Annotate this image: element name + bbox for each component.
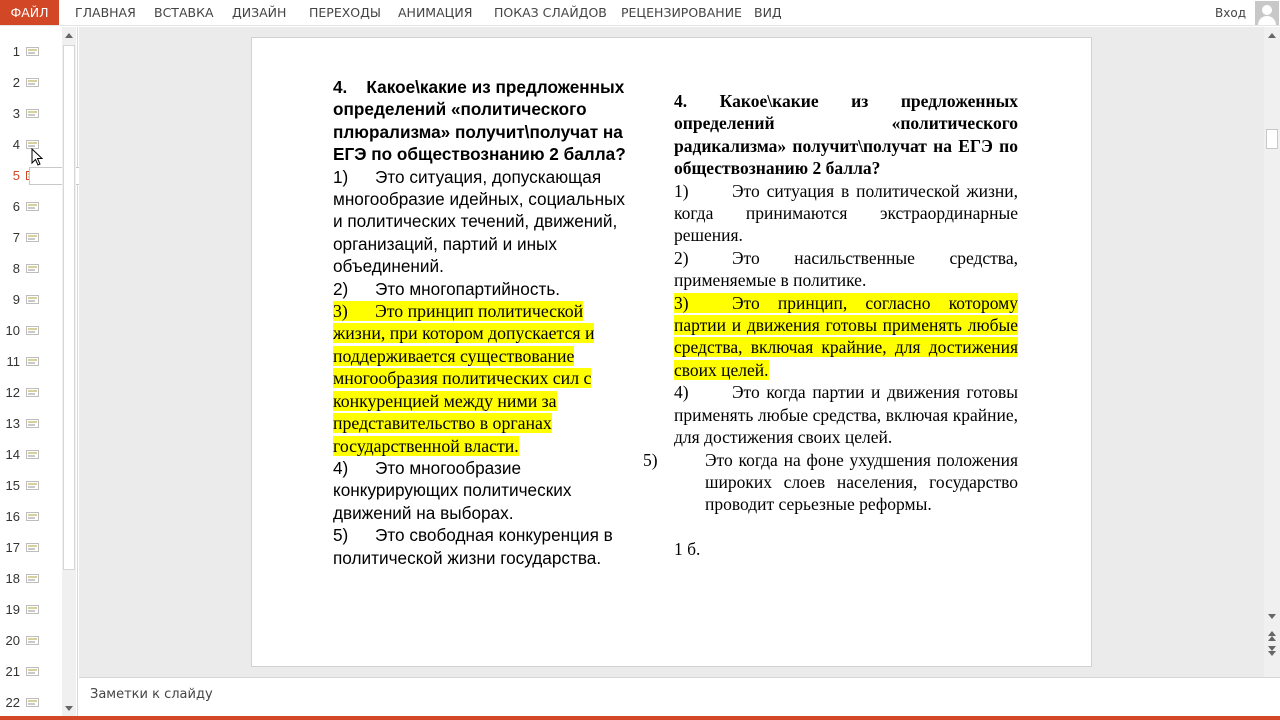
sign-in-link[interactable]: Вход <box>1215 6 1246 20</box>
next-slide-icon[interactable] <box>1268 651 1276 656</box>
right-question: 4. Какое\какие из предложенных определений «политического радикализма» получит\получат на ЕГЭ по обществознанию 2 балла? <box>674 91 1018 179</box>
scroll-down-arrow-icon[interactable] <box>1268 614 1276 619</box>
left-option-3: 3) Это принцип политической жизни, при котором допускается и поддерживается существование многообразия политических сил с конкуренцией между ними за представительство в органах государственной власти. <box>333 301 595 456</box>
slide-thumbnails-pane <box>0 27 78 716</box>
slide-thumbnail-icon[interactable] <box>26 202 39 211</box>
notes-placeholder[interactable]: Заметки к слайду <box>90 687 213 702</box>
slide-thumbnail-icon[interactable] <box>26 667 39 676</box>
thumbnail-10[interactable] <box>0 315 60 346</box>
notes-pane[interactable] <box>79 677 1280 716</box>
thumbnail-22[interactable] <box>0 687 60 718</box>
slide-number: 14 <box>5 447 20 462</box>
thumbnail-20[interactable] <box>0 625 60 656</box>
editor-scrollbar[interactable] <box>1264 27 1280 677</box>
slide-thumbnail-icon[interactable] <box>26 698 39 707</box>
left-option-1: 1) Это ситуация, допускающая многообразие идейных, социальных и политических течений, движений, организаций, партий и иных объединений. <box>333 166 626 277</box>
slide-number: 9 <box>12 292 20 307</box>
slide-thumbnail-icon[interactable] <box>26 357 39 366</box>
slide-number: 18 <box>5 571 20 586</box>
slide-number: 20 <box>5 633 20 648</box>
thumbnail-4[interactable] <box>0 129 60 160</box>
slide-number: 5 <box>12 168 20 183</box>
slide-thumbnail-icon[interactable] <box>26 326 39 335</box>
scroll-down-arrow-icon[interactable] <box>65 706 73 711</box>
slide-number: 4 <box>12 137 20 152</box>
slide-number: 11 <box>6 354 20 369</box>
slide-thumbnail-icon[interactable] <box>26 574 39 583</box>
slide-number: 1 <box>12 44 20 59</box>
slide-thumbnail-icon[interactable] <box>26 605 39 614</box>
slide-number: 15 <box>5 478 20 493</box>
thumbnail-14[interactable] <box>0 439 60 470</box>
left-option-5: 5) Это свободная конкуренция в политической жизни государства. <box>333 525 613 568</box>
slide-thumbnail-icon[interactable] <box>26 419 39 428</box>
thumbnail-21[interactable] <box>0 656 60 687</box>
slide-thumbnail-icon[interactable] <box>26 543 39 552</box>
slide-number: 12 <box>5 385 20 400</box>
thumbnail-1[interactable] <box>0 36 60 67</box>
slide-number: 19 <box>5 602 20 617</box>
thumbnail-7[interactable] <box>0 222 60 253</box>
thumbnail-19[interactable] <box>0 594 60 625</box>
left-option-4: 4) Это многообразие конкурирующих политических движений на выборах. <box>333 457 572 523</box>
slide-number: 16 <box>5 509 20 524</box>
user-avatar-icon[interactable] <box>1255 1 1279 25</box>
thumbnail-3[interactable] <box>0 98 60 129</box>
slide-thumbnail-icon[interactable] <box>26 636 39 645</box>
tab-animations[interactable]: АНИМАЦИЯ <box>398 5 473 20</box>
thumbnail-11[interactable] <box>0 346 60 377</box>
right-option-5: 5) Это когда на фоне ухудшения положения широких слоев населения, государство проводит серьезные реформы. <box>643 449 1018 515</box>
score-label: 1 б. <box>674 538 701 559</box>
tab-transitions[interactable]: ПЕРЕХОДЫ <box>309 5 381 20</box>
slide-number: 17 <box>5 540 20 555</box>
slide-canvas[interactable] <box>251 37 1092 667</box>
slide-thumbnail-icon[interactable] <box>26 109 39 118</box>
right-option-3: 3) Это принцип, согласно которому партии и движения готовы применять любые средства, включая крайние, для достижения своих целей. <box>674 292 1018 380</box>
left-option-2: 2) Это многопартийность. <box>333 278 561 299</box>
right-option-4: 4) Это когда партии и движения готовы применять любые средства, включая крайние, для достижения своих целей. <box>674 382 1018 448</box>
slide-thumbnail-icon[interactable] <box>26 295 39 304</box>
tab-slide-show[interactable]: ПОКАЗ СЛАЙДОВ <box>494 5 607 20</box>
tab-insert[interactable]: ВСТАВКА <box>154 5 214 20</box>
slide-number: 13 <box>5 416 20 431</box>
scrollbar-thumb[interactable] <box>1266 129 1278 149</box>
tab-review[interactable]: РЕЦЕНЗИРОВАНИЕ <box>621 5 742 20</box>
slide-number: 21 <box>5 664 20 679</box>
slide-number: 22 <box>5 695 20 710</box>
thumbnail-16[interactable] <box>0 501 60 532</box>
slide-number: 10 <box>5 323 20 338</box>
left-question: 4. Какое\какие из предложенных определений «политического плюрализма» получит\получат на ЕГЭ по обществознанию 2 балла? <box>333 77 626 165</box>
thumbnail-6[interactable] <box>0 191 60 222</box>
slide-number: 2 <box>12 75 20 90</box>
thumbnail-13[interactable] <box>0 408 60 439</box>
slide-number: 6 <box>12 199 20 214</box>
scroll-up-arrow-icon[interactable] <box>1268 33 1276 38</box>
slide-number: 3 <box>12 106 20 121</box>
slide-number: 7 <box>12 230 20 245</box>
thumbnails-scrollbar[interactable] <box>62 27 76 716</box>
thumbnail-2[interactable] <box>0 67 60 98</box>
thumbnail-17[interactable] <box>0 532 60 563</box>
thumbnail-9[interactable] <box>0 284 60 315</box>
thumbnail-8[interactable] <box>0 253 60 284</box>
slide-thumbnail-icon[interactable] <box>26 233 39 242</box>
previous-slide-icon[interactable] <box>1268 636 1276 641</box>
tab-design[interactable]: ДИЗАЙН <box>232 5 287 20</box>
mouse-pointer-icon <box>31 148 43 166</box>
slide-thumbnail-icon[interactable] <box>26 264 39 273</box>
status-bar <box>0 716 1280 720</box>
tab-view[interactable]: ВИД <box>754 5 782 20</box>
tab-file[interactable]: ФАЙЛ <box>0 0 59 25</box>
slide-thumbnail-icon[interactable] <box>26 388 39 397</box>
thumbnail-15[interactable] <box>0 470 60 501</box>
scrollbar-thumb[interactable] <box>63 45 75 570</box>
slide-thumbnail-icon[interactable] <box>26 512 39 521</box>
thumbnail-18[interactable] <box>0 563 60 594</box>
thumbnail-12[interactable] <box>0 377 60 408</box>
slide-thumbnail-icon[interactable] <box>26 47 39 56</box>
left-text-box[interactable] <box>333 76 639 569</box>
slide-editing-area <box>79 27 1264 677</box>
scroll-up-arrow-icon[interactable] <box>65 33 73 38</box>
slide-thumbnail-icon[interactable] <box>26 78 39 87</box>
right-text-box[interactable] <box>643 90 1018 560</box>
ribbon-tab-bar <box>0 0 1280 26</box>
slide-thumbnail-icon[interactable] <box>26 450 39 459</box>
right-option-2: 2) Это насильственные средства, применяемые в политике. <box>674 247 1018 291</box>
right-option-1: 1) Это ситуация в политической жизни, когда принимаются экстраординарные решения. <box>674 180 1018 246</box>
slide-thumbnail-icon[interactable] <box>26 481 39 490</box>
tab-home[interactable]: ГЛАВНАЯ <box>75 5 136 20</box>
slide-number: 8 <box>12 261 20 276</box>
